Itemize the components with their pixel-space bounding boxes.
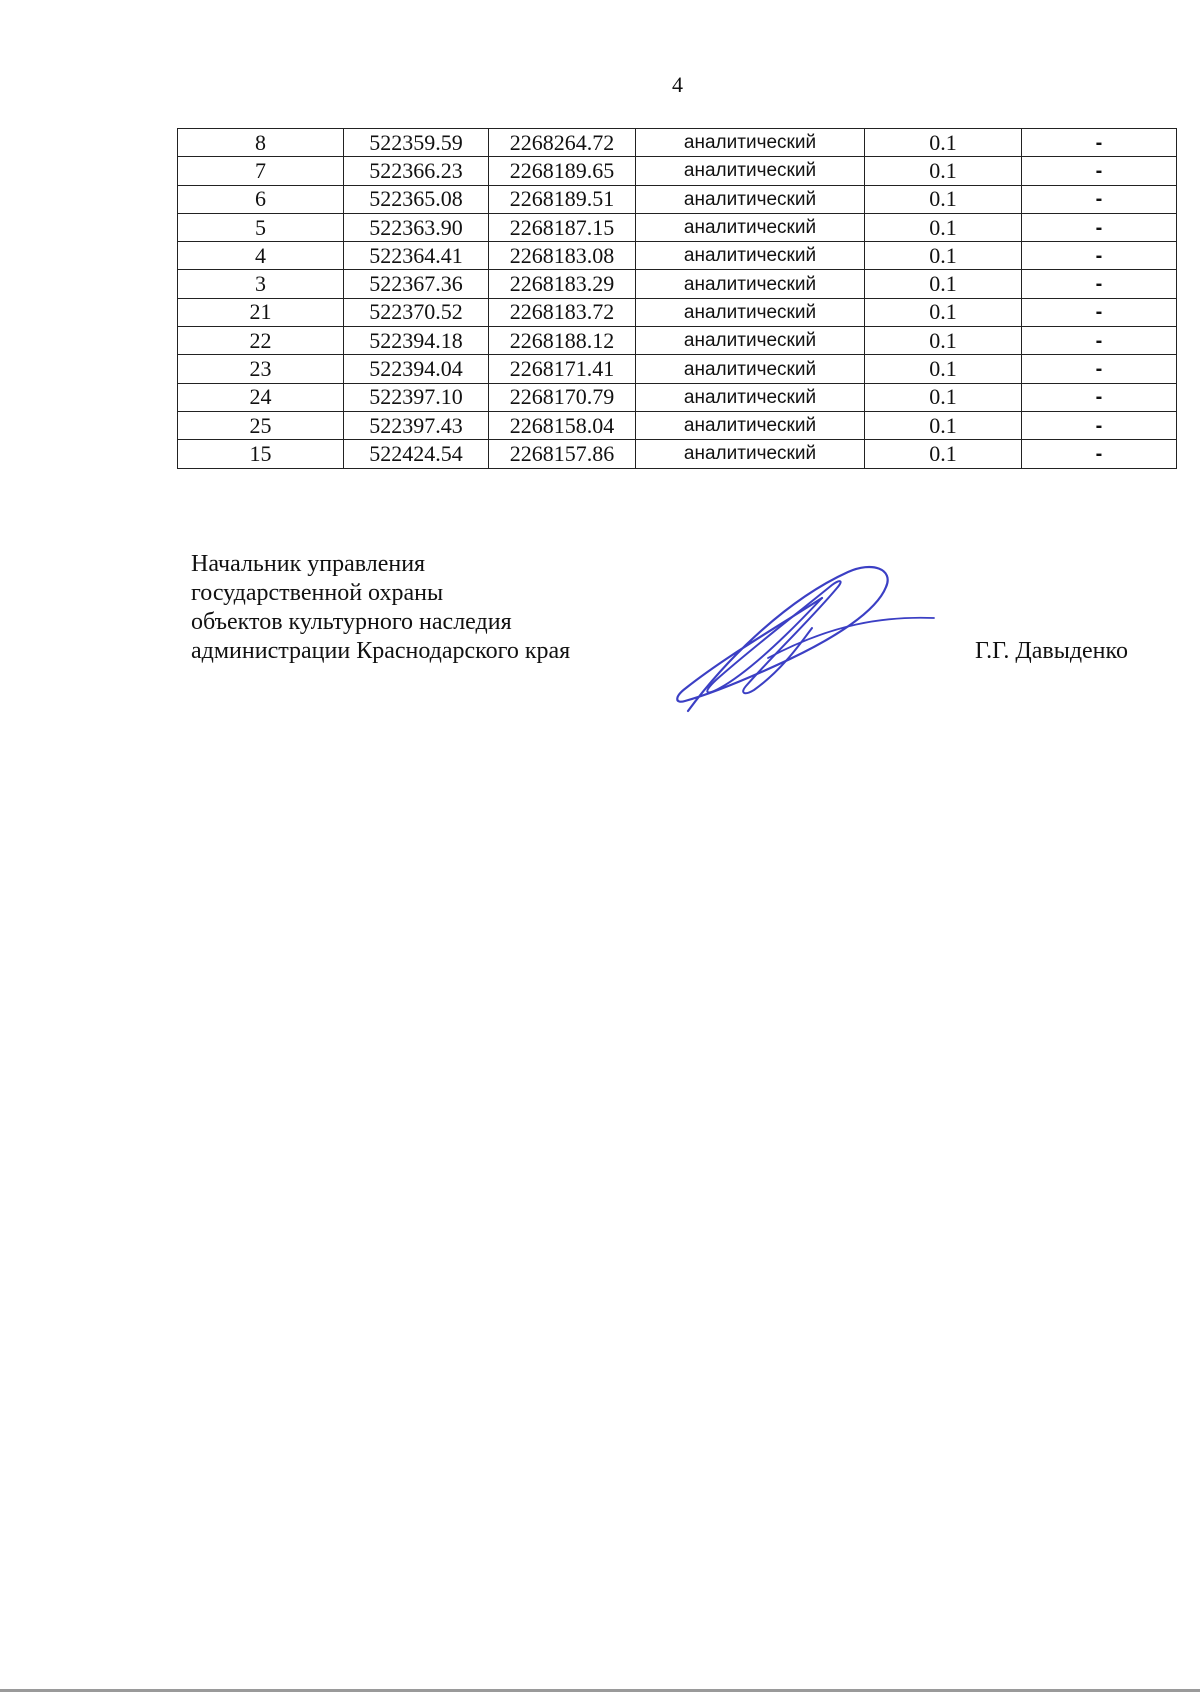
point-number-cell: 21 [178,298,344,326]
x-coordinate-cell: 522366.23 [344,157,489,185]
method-cell: аналитический [636,298,865,326]
y-coordinate-cell: 2268171.41 [489,355,636,383]
x-coordinate-cell: 522363.90 [344,213,489,241]
y-coordinate-cell: 2268188.12 [489,327,636,355]
note-cell: - [1022,327,1177,355]
note-cell: - [1022,411,1177,439]
y-coordinate-cell: 2268189.51 [489,185,636,213]
x-coordinate-cell: 522359.59 [344,129,489,157]
method-cell: аналитический [636,327,865,355]
accuracy-cell: 0.1 [865,213,1022,241]
y-coordinate-cell: 2268170.79 [489,383,636,411]
method-cell: аналитический [636,157,865,185]
point-number-cell: 15 [178,440,344,468]
y-coordinate-cell: 2268183.29 [489,270,636,298]
table-row [178,298,1177,326]
method-cell: аналитический [636,440,865,468]
table-row [178,440,1177,468]
signer-title-line: государственной охраны [191,580,444,606]
note-cell: - [1022,185,1177,213]
y-coordinate-cell: 2268183.08 [489,242,636,270]
handwritten-signature [672,560,942,720]
point-number-cell: 25 [178,411,344,439]
table-row [178,185,1177,213]
point-number-cell: 24 [178,383,344,411]
note-cell: - [1022,298,1177,326]
point-number-cell: 3 [178,270,344,298]
point-number-cell: 23 [178,355,344,383]
method-cell: аналитический [636,129,865,157]
y-coordinate-cell: 2268157.86 [489,440,636,468]
page-number: 4 [672,72,683,97]
method-cell: аналитический [636,383,865,411]
x-coordinate-cell: 522364.41 [344,242,489,270]
coordinates-table-body [178,129,1177,469]
point-number-cell: 4 [178,242,344,270]
method-cell: аналитический [636,185,865,213]
accuracy-cell: 0.1 [865,440,1022,468]
y-coordinate-cell: 2268158.04 [489,411,636,439]
note-cell: - [1022,440,1177,468]
note-cell: - [1022,157,1177,185]
note-cell: - [1022,383,1177,411]
table-row [178,383,1177,411]
x-coordinate-cell: 522424.54 [344,440,489,468]
y-coordinate-cell: 2268187.15 [489,213,636,241]
point-number-cell: 6 [178,185,344,213]
accuracy-cell: 0.1 [865,327,1022,355]
accuracy-cell: 0.1 [865,411,1022,439]
signer-title-line: объектов культурного наследия [191,609,512,635]
table-row [178,157,1177,185]
table-row [178,242,1177,270]
note-cell: - [1022,129,1177,157]
point-number-cell: 5 [178,213,344,241]
coordinates-table [177,128,1177,469]
x-coordinate-cell: 522394.18 [344,327,489,355]
method-cell: аналитический [636,411,865,439]
accuracy-cell: 0.1 [865,270,1022,298]
accuracy-cell: 0.1 [865,298,1022,326]
method-cell: аналитический [636,213,865,241]
page-bottom-edge [0,1689,1200,1692]
signer-name: Г.Г. Давыденко [975,638,1128,664]
point-number-cell: 8 [178,129,344,157]
table-row [178,270,1177,298]
x-coordinate-cell: 522397.10 [344,383,489,411]
y-coordinate-cell: 2268264.72 [489,129,636,157]
table-row [178,129,1177,157]
x-coordinate-cell: 522370.52 [344,298,489,326]
note-cell: - [1022,242,1177,270]
point-number-cell: 7 [178,157,344,185]
accuracy-cell: 0.1 [865,355,1022,383]
y-coordinate-cell: 2268189.65 [489,157,636,185]
note-cell: - [1022,355,1177,383]
method-cell: аналитический [636,242,865,270]
y-coordinate-cell: 2268183.72 [489,298,636,326]
table-row [178,411,1177,439]
signer-title-line: Начальник управления [191,551,426,577]
method-cell: аналитический [636,270,865,298]
table-row [178,355,1177,383]
accuracy-cell: 0.1 [865,185,1022,213]
signer-title [191,550,570,666]
accuracy-cell: 0.1 [865,242,1022,270]
x-coordinate-cell: 522367.36 [344,270,489,298]
x-coordinate-cell: 522365.08 [344,185,489,213]
method-cell: аналитический [636,355,865,383]
signer-title-line: администрации Краснодарского края [191,638,571,664]
table-row [178,327,1177,355]
x-coordinate-cell: 522394.04 [344,355,489,383]
accuracy-cell: 0.1 [865,129,1022,157]
accuracy-cell: 0.1 [865,157,1022,185]
point-number-cell: 22 [178,327,344,355]
note-cell: - [1022,213,1177,241]
x-coordinate-cell: 522397.43 [344,411,489,439]
table-row [178,213,1177,241]
accuracy-cell: 0.1 [865,383,1022,411]
note-cell: - [1022,270,1177,298]
